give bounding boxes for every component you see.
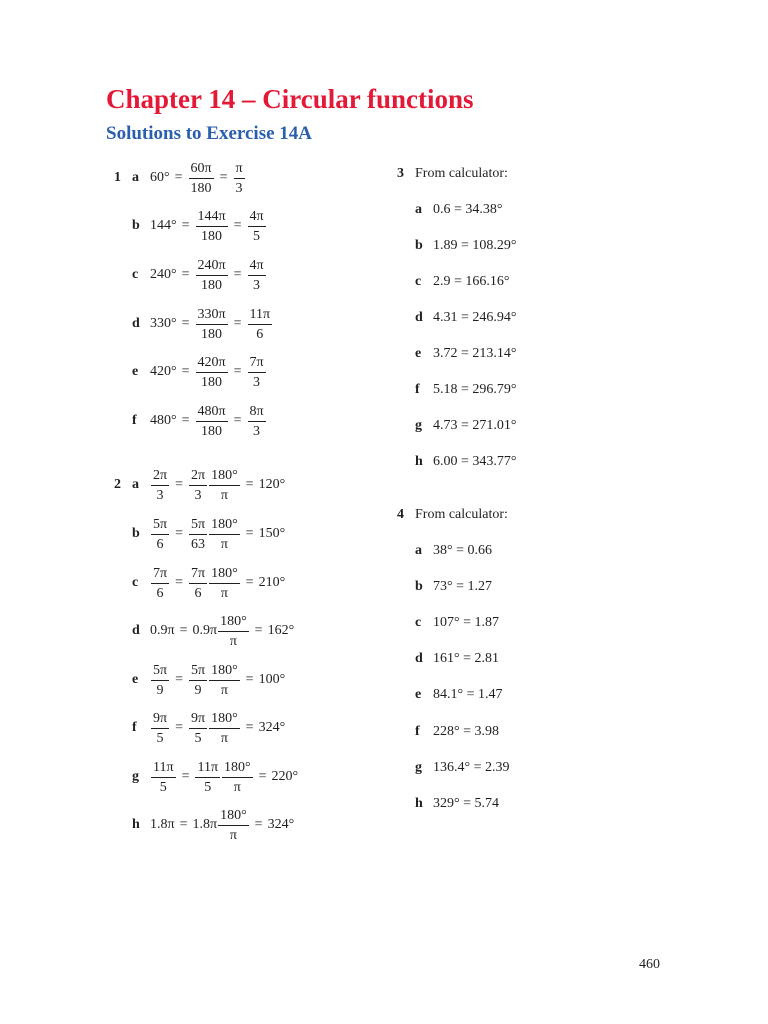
mid: 1.8π — [192, 817, 218, 832]
answer: 2.9 = 166.16° — [433, 274, 510, 289]
part-label: e — [132, 364, 139, 379]
part-label: f — [415, 724, 420, 739]
part-label: f — [415, 382, 420, 397]
part-label: a — [415, 202, 422, 217]
q4-part-d — [415, 649, 499, 669]
fraction: $\frac{180^\circ}{\pi}$ — [211, 710, 238, 746]
fraction: $\frac{7\pi}{6}$ — [153, 565, 168, 601]
q4-part-g — [415, 758, 510, 778]
part-label: d — [132, 623, 140, 638]
q3-part-d — [415, 308, 517, 328]
part-label: b — [132, 526, 140, 541]
lhs: 60° — [150, 170, 170, 185]
part-label: c — [415, 615, 422, 630]
answer: 5.18 = 296.79° — [433, 382, 517, 397]
fraction: $\frac{5\pi}{63}$ — [190, 516, 206, 552]
q1-part-a: 1 a 60° = $\frac{60\pi}{180}$ = $\frac{\pi}{3}$ — [114, 160, 243, 196]
q4-part-h — [415, 794, 499, 814]
fraction: $\frac{9\pi}{5}$ — [190, 710, 206, 746]
answer: 84.1° = 1.47 — [433, 687, 503, 702]
part-label: d — [415, 651, 423, 666]
answer: 6.00 = 343.77° — [433, 454, 517, 469]
answer: 3.72 = 213.14° — [433, 346, 517, 361]
q2-part-f: f $\frac{9\pi}{5}$ = $\frac{9\pi}{5}$ $\frac{180^\circ}{\pi}$ = 324° — [132, 710, 286, 746]
part-label: c — [132, 267, 139, 282]
question-number: 3 — [397, 166, 404, 181]
fraction: $\frac{480\pi}{180}$ — [197, 403, 226, 439]
answer: 107° = 1.87 — [433, 615, 499, 630]
fraction: $\frac{7\pi}{3}$ — [249, 354, 264, 390]
part-label: b — [415, 579, 423, 594]
q2-part-b: b $\frac{5\pi}{6}$ = $\frac{5\pi}{63}$ $\frac{180^\circ}{\pi}$ = 150° — [132, 516, 286, 552]
part-label: e — [415, 687, 422, 702]
fraction: $\frac{2\pi}{3}$ — [153, 467, 168, 503]
chapter-title: Chapter 14 – Circular functions — [106, 84, 474, 114]
fraction: $\frac{420\pi}{180}$ — [197, 354, 226, 390]
lhs: 144° — [150, 218, 177, 233]
heading: From calculator: — [415, 507, 508, 522]
fraction: $\frac{180^\circ}{\pi}$ — [220, 807, 247, 843]
part-label: c — [415, 274, 422, 289]
part-label: e — [132, 672, 139, 687]
mid: 0.9π — [192, 623, 218, 638]
part-label: a — [132, 170, 139, 185]
result: 100° — [258, 672, 286, 687]
q3-part-h — [415, 452, 517, 472]
q3-part-f — [415, 380, 517, 400]
part-label: f — [132, 413, 137, 428]
fraction: $\frac{11\pi}{5}$ — [153, 759, 174, 795]
fraction: $\frac{4\pi}{5}$ — [249, 208, 264, 244]
q2-part-a: 2 a $\frac{2\pi}{3}$ = $\frac{2\pi}{3}$ $\frac{180^\circ}{\pi}$ = 120° — [114, 467, 286, 503]
part-label: g — [132, 769, 139, 784]
fraction: $\frac{\pi}{3}$ — [235, 160, 243, 196]
q4-heading — [397, 505, 508, 525]
fraction: $\frac{180^\circ}{\pi}$ — [211, 516, 238, 552]
q3-heading — [397, 164, 508, 184]
q1-part-b: b 144° = $\frac{144\pi}{180}$ = $\frac{4\pi}{5}$ — [132, 208, 264, 244]
part-label: b — [415, 238, 423, 253]
answer: 4.73 = 271.01° — [433, 418, 517, 433]
fraction: $\frac{5\pi}{9}$ — [190, 662, 206, 698]
q2-part-d: d 0.9π = 0.9π $\frac{180^\circ}{\pi}$ = 162° — [132, 613, 295, 649]
lhs: 480° — [150, 413, 177, 428]
fraction: $\frac{5\pi}{6}$ — [153, 516, 168, 552]
q3-part-c — [415, 272, 510, 292]
part-label: g — [415, 418, 422, 433]
q4-part-e — [415, 685, 503, 705]
fraction: $\frac{60\pi}{180}$ — [190, 160, 212, 196]
q1-part-c: c 240° = $\frac{240\pi}{180}$ = $\frac{4\pi}{3}$ — [132, 257, 264, 293]
fraction: $\frac{11\pi}{5}$ — [197, 759, 219, 795]
part-label: b — [132, 218, 140, 233]
answer: 228° = 3.98 — [433, 724, 499, 739]
q3-part-b — [415, 236, 517, 256]
q1-part-e: e 420° = $\frac{420\pi}{180}$ = $\frac{7\pi}{3}$ — [132, 354, 264, 390]
fraction: $\frac{180^\circ}{\pi}$ — [220, 613, 247, 649]
q4-part-a — [415, 541, 492, 561]
answer: 4.31 = 246.94° — [433, 310, 517, 325]
lhs: 0.9π — [150, 623, 175, 638]
answer: 329° = 5.74 — [433, 796, 499, 811]
part-label: d — [415, 310, 423, 325]
question-number: 4 — [397, 507, 404, 522]
q2-part-c: c $\frac{7\pi}{6}$ = $\frac{7\pi}{6}$ $\frac{180^\circ}{\pi}$ = 210° — [132, 565, 286, 601]
answer: 161° = 2.81 — [433, 651, 499, 666]
q4-part-b — [415, 577, 492, 597]
q4-part-f — [415, 722, 499, 742]
lhs: 1.8π — [150, 817, 175, 832]
fraction: $\frac{180^\circ}{\pi}$ — [211, 565, 238, 601]
q3-part-g — [415, 416, 517, 436]
question-number: 2 — [114, 477, 121, 492]
part-label: d — [132, 316, 140, 331]
part-label: h — [132, 817, 140, 832]
lhs: 330° — [150, 316, 177, 331]
heading: From calculator: — [415, 166, 508, 181]
answer: 1.89 = 108.29° — [433, 238, 517, 253]
result: 150° — [258, 526, 286, 541]
q3-part-e — [415, 344, 517, 364]
result: 220° — [271, 769, 299, 784]
part-label: a — [415, 543, 422, 558]
fraction: $\frac{180^\circ}{\pi}$ — [211, 662, 238, 698]
fraction: $\frac{2\pi}{3}$ — [190, 467, 206, 503]
fraction: $\frac{330\pi}{180}$ — [197, 306, 226, 342]
fraction: $\frac{9\pi}{5}$ — [153, 710, 168, 746]
answer: 136.4° = 2.39 — [433, 760, 510, 775]
result: 162° — [267, 623, 295, 638]
fraction: $\frac{180^\circ}{\pi}$ — [211, 467, 238, 503]
answer: 0.6 = 34.38° — [433, 202, 503, 217]
fraction: $\frac{5\pi}{9}$ — [153, 662, 168, 698]
part-label: f — [132, 720, 137, 735]
q2-part-g: g $\frac{11\pi}{5}$ = $\frac{11\pi}{5}$ $\frac{180^\circ}{\pi}$ = 220° — [132, 759, 299, 795]
q4-part-c — [415, 613, 499, 633]
part-label: e — [415, 346, 422, 361]
fraction: $\frac{240\pi}{180}$ — [197, 257, 226, 293]
lhs: 240° — [150, 267, 177, 282]
result: 210° — [258, 575, 286, 590]
result: 324° — [267, 817, 295, 832]
part-label: g — [415, 760, 422, 775]
fraction: $\frac{4\pi}{3}$ — [249, 257, 264, 293]
q3-part-a — [415, 200, 503, 220]
answer: 38° = 0.66 — [433, 543, 492, 558]
fraction: $\frac{7\pi}{6}$ — [190, 565, 206, 601]
fraction: $\frac{11\pi}{6}$ — [249, 306, 271, 342]
question-number: 1 — [114, 170, 121, 185]
part-label: h — [415, 796, 423, 811]
part-label: a — [132, 477, 139, 492]
fraction: $\frac{144\pi}{180}$ — [197, 208, 226, 244]
answer: 73° = 1.27 — [433, 579, 492, 594]
fraction: $\frac{8\pi}{3}$ — [249, 403, 264, 439]
fraction: $\frac{180^\circ}{\pi}$ — [224, 759, 251, 795]
lhs: 420° — [150, 364, 177, 379]
q2-part-h: h 1.8π = 1.8π $\frac{180^\circ}{\pi}$ = 324° — [132, 807, 295, 843]
q1-part-f: f 480° = $\frac{480\pi}{180}$ = $\frac{8\pi}{3}$ — [132, 403, 264, 439]
result: 324° — [258, 720, 286, 735]
section-title: Solutions to Exercise 14A — [106, 123, 313, 144]
page-number: 460 — [639, 957, 660, 972]
q2-part-e: e $\frac{5\pi}{9}$ = $\frac{5\pi}{9}$ $\frac{180^\circ}{\pi}$ = 100° — [132, 662, 286, 698]
part-label: h — [415, 454, 423, 469]
q1-part-d: d 330° = $\frac{330\pi}{180}$ = $\frac{11\pi}{6}$ — [132, 306, 271, 342]
result: 120° — [258, 477, 286, 492]
part-label: c — [132, 575, 139, 590]
